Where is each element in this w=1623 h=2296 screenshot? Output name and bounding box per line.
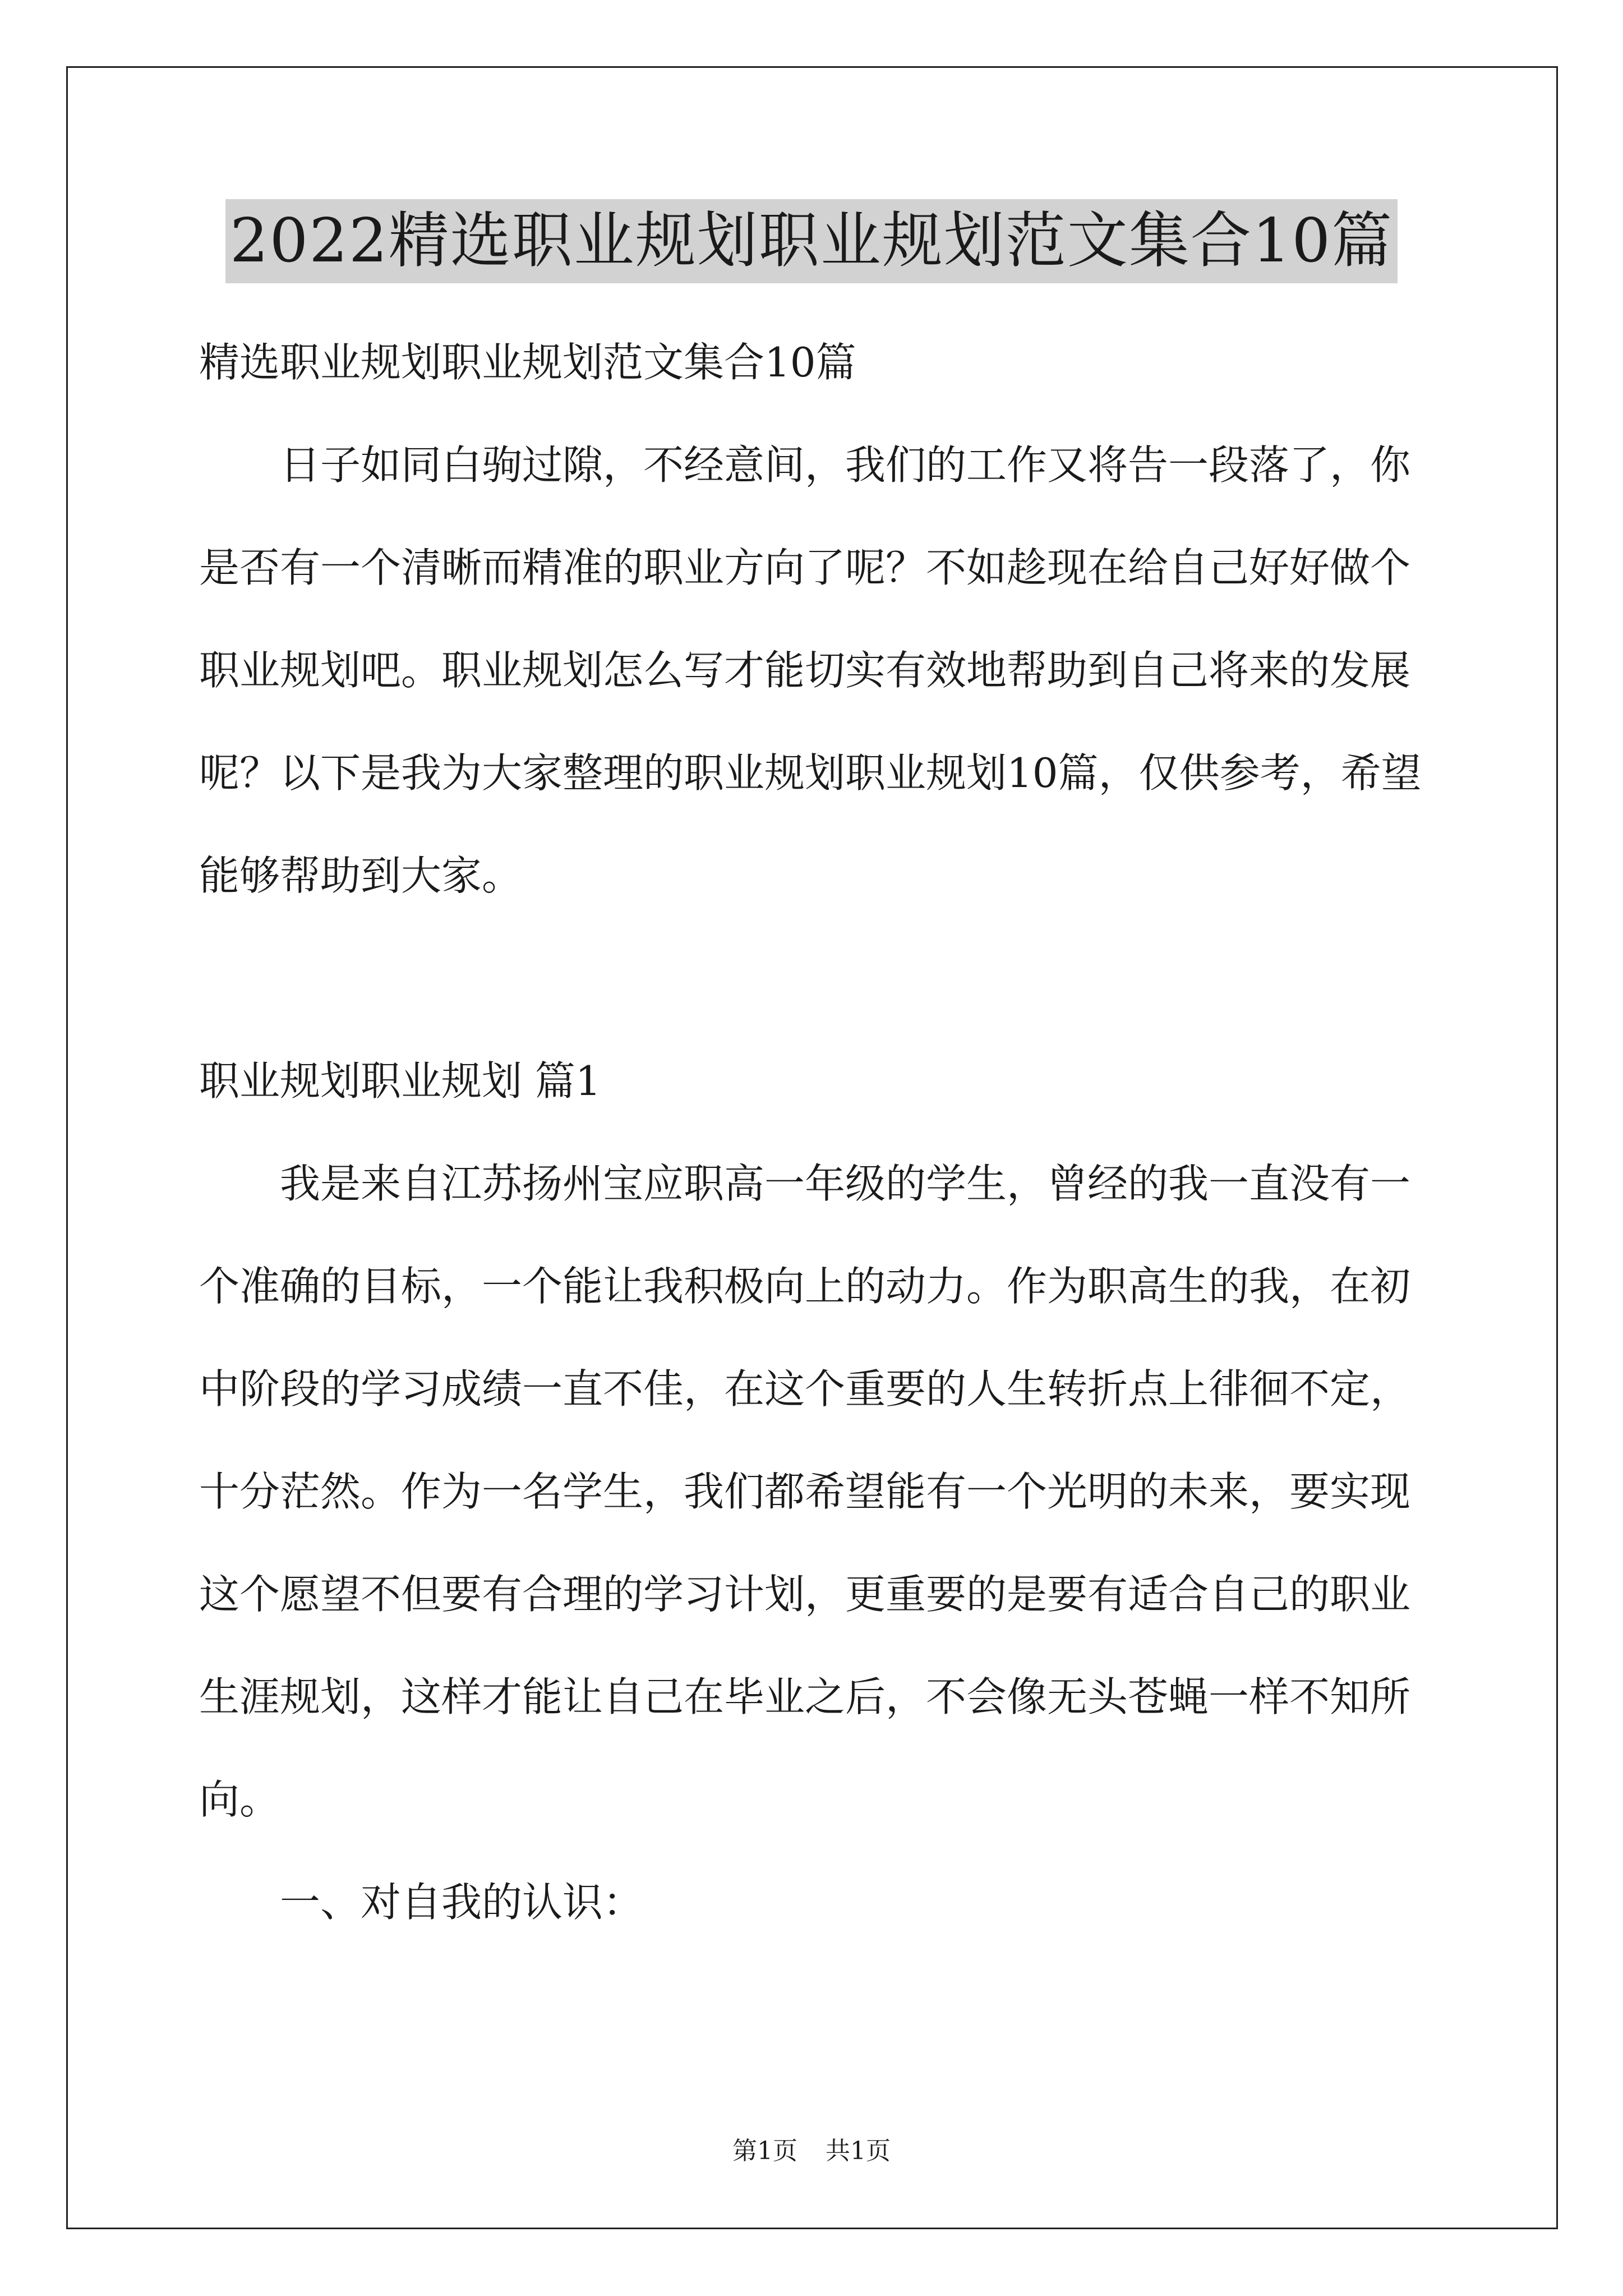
- subheading: 一、对自我的认识：: [280, 1879, 644, 1926]
- document-title: 2022精选职业规划职业规划范文集合10篇: [225, 199, 1398, 283]
- page-total: 共1页: [826, 2137, 891, 2165]
- intro-paragraph: 日子如同白驹过隙，不经意间，我们的工作又将告一段落了，你是否有一个清晰而精准的职业方向了呢？不如趁现在给自己好好做个职业规划吧。职业规划怎么写才能切实有效地帮助到自己将来的发展呢？以下是我为大家整理的职业规划职业规划10篇，仅供参考，希望能够帮助到大家。: [199, 441, 1422, 899]
- title-container: [0, 199, 1623, 283]
- page-footer: [0, 2134, 1623, 2168]
- document-subtitle: 精选职业规划职业规划范文集合10篇: [199, 339, 856, 386]
- document-body: [199, 311, 1427, 1954]
- section-paragraph: 我是来自江苏扬州宝应职高一年级的学生，曾经的我一直没有一个准确的目标，一个能让我积极向上的动力。作为职高生的我，在初中阶段的学习成绩一直不佳，在这个重要的人生转折点上徘徊不定，十分茫然。作为一名学生，我们都希望能有一个光明的未来，要实现这个愿望不但要有合理的学习计划，更重要的是要有适合自己的职业生涯规划，这样才能让自己在毕业之后，不会像无头苍蝇一样不知所向。: [199, 1160, 1411, 1823]
- section-heading: 职业规划职业规划 篇1: [199, 1057, 601, 1105]
- page-number: 第1页: [732, 2137, 797, 2165]
